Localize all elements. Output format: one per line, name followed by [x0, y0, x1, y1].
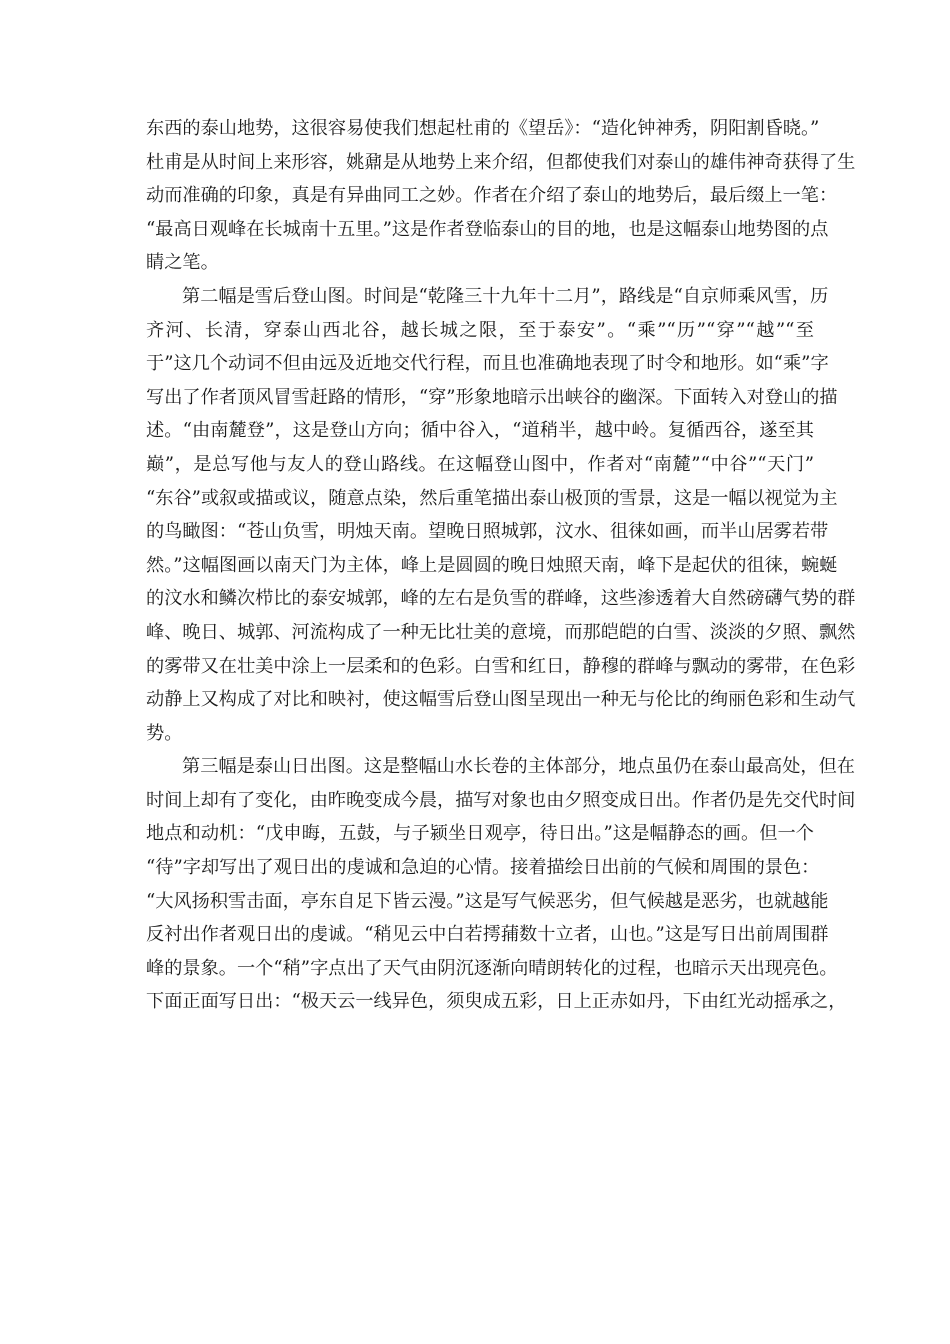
text-line: 下面正面写日出：“极天云一线异色，须臾成五彩，日上正赤如丹，下由红光动摇承之， [146, 991, 847, 1013]
text-line: 动静上又构成了对比和映衬，使这幅雪后登山图呈现出一种无与伦比的绚丽色彩和生动气 [146, 689, 856, 711]
text-line: 述。“由南麓登”，这是登山方向；循中谷入，“道稍半，越中岭。复循西谷，遂至其 [146, 420, 814, 442]
text-line: 的汶水和鳞次栉比的泰安城郭，峰的左右是负雪的群峰，这些渗透着大自然磅礴气势的群 [146, 588, 856, 610]
text-line: 时间上却有了变化，由昨晚变成今晨，描写对象也由夕照变成日出。作者仍是先交代时间 [146, 789, 856, 811]
text-line: “东谷”或叙或描或议，随意点染，然后重笔描出泰山极顶的雪景，这是一幅以视觉为主 [146, 487, 838, 509]
text-line: 动而准确的印象，真是有异曲同工之妙。作者在介绍了泰山的地势后，最后缀上一笔： [146, 185, 838, 207]
text-line: 势。 [146, 722, 183, 744]
text-line: 杜甫是从时间上来形容，姚鼐是从地势上来介绍，但都使我们对泰山的雄伟神奇获得了生 [146, 151, 856, 173]
text-line: 第三幅是泰山日出图。这是整幅山水长卷的主体部分，地点虽仍在泰山最高处，但在 [182, 756, 855, 778]
text-line: 反衬出作者观日出的虔诚。“稍见云中白若摴蒱数十立者，山也。”这是写日出前周围群 [146, 924, 829, 946]
text-line: 第二幅是雪后登山图。时间是“乾隆三十九年十二月”，路线是“自京师乘风雪，历 [182, 285, 829, 307]
text-line: 东西的泰山地势，这很容易使我们想起杜甫的《望岳》：“造化钟神秀，阴阳割昏晓。” [146, 118, 820, 139]
text-line: “最高日观峰在长城南十五里。”这是作者登临泰山的目的地，也是这幅泰山地势图的点 [146, 218, 829, 240]
text-line: 睛之笔。 [146, 252, 219, 274]
text-line: 齐河、长清，穿泰山西北谷，越长城之限，至于泰安”。“乘”“历”“穿”“越”“至 [146, 319, 814, 341]
text-line: 地点和动机：“戊申晦，五鼓，与子颍坐日观亭，待日出。”这是幅静态的画。但一个 [146, 823, 814, 845]
text-line: 写出了作者顶风冒雪赶路的情形，“穿”形象地暗示出峡谷的幽深。下面转入对登山的描 [146, 386, 838, 408]
text-line: 峰、晚日、城郭、河流构成了一种无比壮美的意境，而那皑皑的白雪、淡淡的夕照、飘然 [146, 621, 856, 643]
text-line: 于”这几个动词不但由远及近地交代行程，而且也准确地表现了时令和地形。如“乘”字 [146, 353, 829, 375]
text-line: “大风扬积雪击面，亭东自足下皆云漫。”这是写气候恶劣，但气候越是恶劣，也就越能 [146, 890, 829, 912]
text-line: 的雾带又在壮美中涂上一层柔和的色彩。白雪和红日，静穆的群峰与飘动的雾带，在色彩 [146, 655, 856, 677]
text-line: “待”字却写出了观日出的虔诚和急迫的心情。接着描绘日出前的气候和周围的景色： [146, 857, 820, 879]
body-text [146, 112, 856, 1019]
text-line: 峰的景象。一个“稍”字点出了天气由阴沉逐渐向晴朗转化的过程，也暗示天出现亮色。 [146, 957, 838, 979]
text-line: 巅”，是总写他与友人的登山路线。在这幅登山图中，作者对“南麓”“中谷”“天门” [146, 453, 814, 475]
text-line: 的鸟瞰图：“苍山负雪，明烛天南。望晚日照城郭，汶水、徂徕如画，而半山居雾若带 [146, 521, 829, 543]
text-line: 然。”这幅图画以南天门为主体，峰上是圆圆的晚日烛照天南，峰下是起伏的徂徕，蜿蜒 [146, 554, 838, 576]
